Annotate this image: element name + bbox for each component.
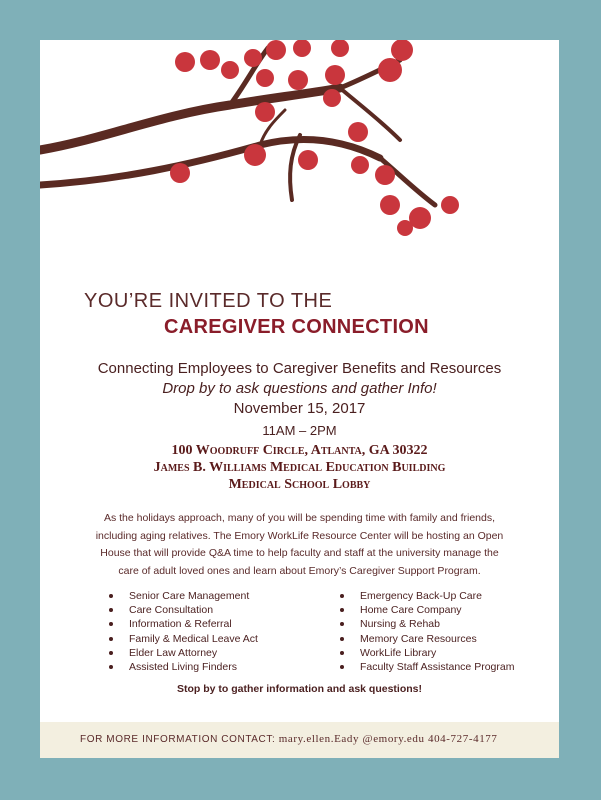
event-description: As the holidays approach, many of you will be spending time with family and friends, including aging relatives. The Emory WorkLife Resource Center will be hosting an Open House that will provide Q&A time to help faculty and staff at the university manage the care of adult loved ones and learn about Emory’s Caregiver Support Program. xyxy=(95,512,504,577)
blossom-branch-illustration xyxy=(40,40,559,250)
address-building: James B. Williams Medical Education Building xyxy=(153,460,446,475)
contact-info: mary.ellen.Eady @emory.edu 404-727-4177 xyxy=(278,733,498,745)
closing-note: Stop by to gather information and ask questions! xyxy=(176,683,423,695)
event-title: CAREGIVER CONNECTION xyxy=(164,316,429,338)
list-item: Elder Law Attorney xyxy=(109,646,258,660)
list-item: Care Consultation xyxy=(109,603,258,617)
list-item: Senior Care Management xyxy=(109,589,258,603)
list-item: WorkLife Library xyxy=(340,646,514,660)
list-item: Assisted Living Finders xyxy=(109,660,258,674)
list-item: Memory Care Resources xyxy=(340,632,514,646)
invitation-card xyxy=(40,40,559,758)
contact-footer xyxy=(40,722,559,758)
event-subtitle: Connecting Employees to Caregiver Benefits and Resources xyxy=(97,360,502,377)
event-time: 11AM – 2PM xyxy=(262,423,337,438)
list-item: Nursing & Rehab xyxy=(340,617,514,631)
list-item: Family & Medical Leave Act xyxy=(109,632,258,646)
topics-list-left xyxy=(109,589,258,674)
list-item: Emergency Back-Up Care xyxy=(340,589,514,603)
address-street: 100 Woodruff Circle, Atlanta, GA 30322 xyxy=(171,443,428,458)
invite-heading: YOU’RE INVITED TO THE xyxy=(84,290,333,312)
list-item: Faculty Staff Assistance Program xyxy=(340,660,514,674)
list-item: Information & Referral xyxy=(109,617,258,631)
event-date: November 15, 2017 xyxy=(233,400,366,417)
list-item: Home Care Company xyxy=(340,603,514,617)
contact-label: FOR MORE INFORMATION CONTACT: xyxy=(80,734,276,745)
event-tagline: Drop by to ask questions and gather Info! xyxy=(162,380,437,397)
topics-list-right xyxy=(340,589,514,674)
address-room: Medical School Lobby xyxy=(228,477,371,492)
